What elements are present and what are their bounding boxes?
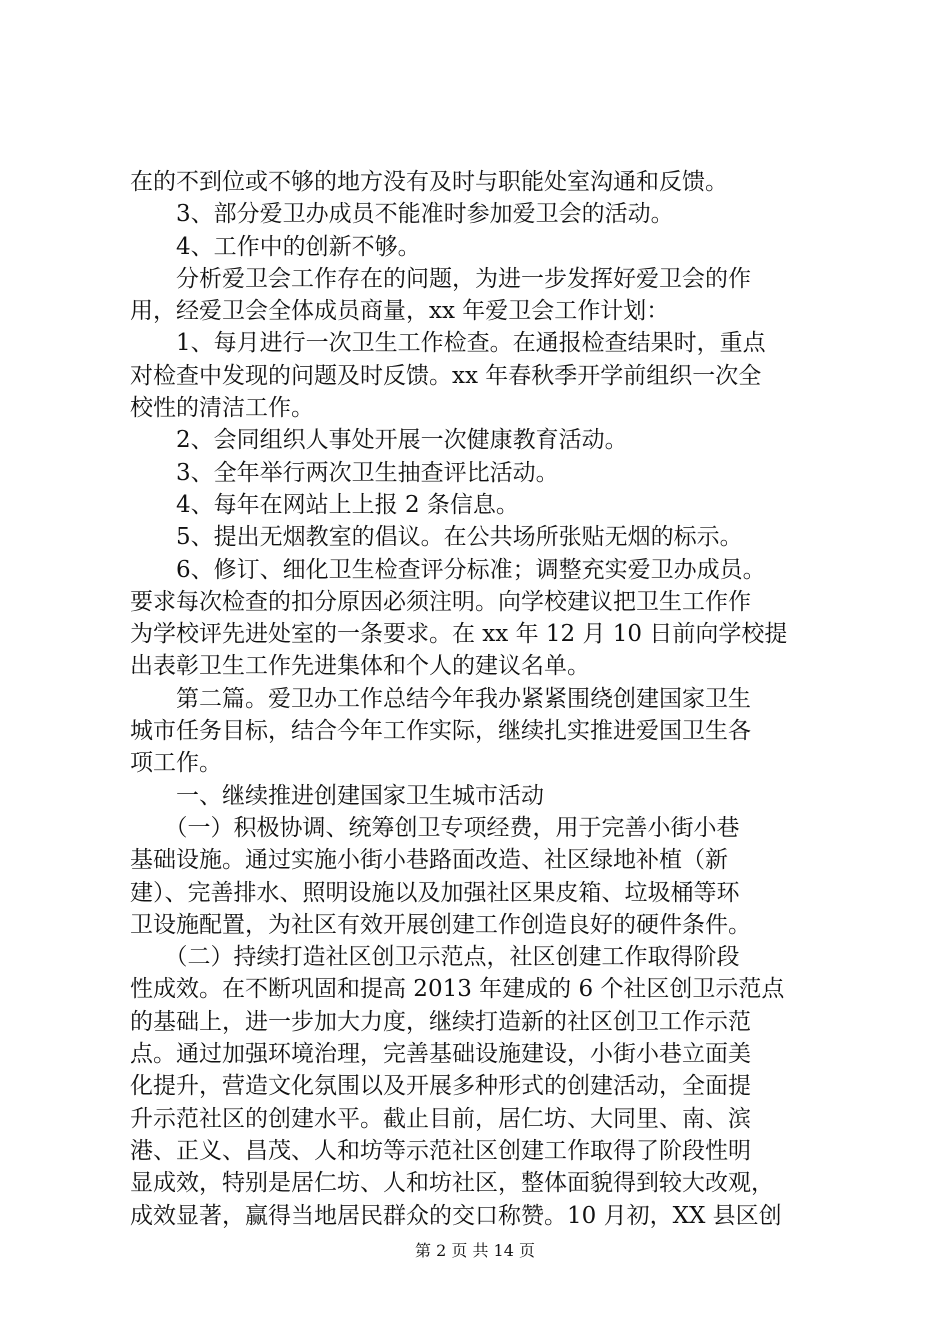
page-number-footer: 第 2 页 共 14 页 xyxy=(415,1241,535,1260)
text-line: 校性的清洁工作。 xyxy=(130,395,314,422)
text-line: 3、全年举行两次卫生抽查评比活动。 xyxy=(130,459,559,486)
text-line: 对检查中发现的问题及时反馈。xx 年春秋季开学前组织一次全 xyxy=(130,362,762,389)
text-line: 5、提出无烟教室的倡议。在公共场所张贴无烟的标示。 xyxy=(130,524,743,551)
text-line: 性成效。在不断巩固和提高 2013 年建成的 6 个社区创卫示范点 xyxy=(130,976,785,1003)
text-line: （一）积极协调、统筹创卫专项经费，用于完善小街小巷 xyxy=(130,814,740,841)
document-body xyxy=(130,166,830,1232)
text-line: 显成效，特别是居仁坊、人和坊社区，整体面貌得到较大改观， xyxy=(130,1170,774,1197)
text-line: 用，经爱卫会全体成员商量，xx 年爱卫会工作计划： xyxy=(130,298,670,325)
text-line: 4、每年在网站上上报 2 条信息。 xyxy=(130,491,519,518)
text-line: 要求每次检查的扣分原因必须注明。向学校建议把卫生工作作 xyxy=(130,588,751,615)
text-line: 第二篇。爱卫办工作总结今年我办紧紧围绕创建国家卫生 xyxy=(130,685,751,712)
text-line: 的基础上，进一步加大力度，继续打造新的社区创卫工作示范 xyxy=(130,1008,751,1035)
text-line: 分析爱卫会工作存在的问题，为进一步发挥好爱卫会的作 xyxy=(130,265,751,292)
text-line: 为学校评先进处室的一条要求。在 xx 年 12 月 10 日前向学校提 xyxy=(130,621,788,648)
text-line: 基础设施。通过实施小街小巷路面改造、社区绿地补植（新 xyxy=(130,847,728,874)
text-line: 1、每月进行一次卫生工作检查。在通报检查结果时，重点 xyxy=(130,330,766,357)
text-line: 2、会同组织人事处开展一次健康教育活动。 xyxy=(130,427,628,454)
text-line: 化提升，营造文化氛围以及开展多种形式的创建活动，全面提 xyxy=(130,1073,751,1100)
text-line: 卫设施配置，为社区有效开展创建工作创造良好的硬件条件。 xyxy=(130,911,751,938)
text-line: 成效显著，赢得当地居民群众的交口称赞。10 月初，XX 县区创 xyxy=(130,1202,782,1229)
text-line: 建）、完善排水、照明设施以及加强社区果皮箱、垃圾桶等环 xyxy=(130,879,740,906)
text-line: 出表彰卫生工作先进集体和个人的建议名单。 xyxy=(130,653,590,680)
text-line: 升示范社区的创建水平。截止目前，居仁坊、大同里、南、滨 xyxy=(130,1105,751,1132)
text-line: 4、工作中的创新不够。 xyxy=(130,233,421,260)
text-line: 一、继续推进创建国家卫生城市活动 xyxy=(130,782,544,809)
text-line: （二）持续打造社区创卫示范点，社区创建工作取得阶段 xyxy=(130,944,740,971)
text-line: 港、正义、昌茂、人和坊等示范社区创建工作取得了阶段性明 xyxy=(130,1137,751,1164)
text-line: 6、修订、细化卫生检查评分标准；调整充实爱卫办成员。 xyxy=(130,556,766,583)
text-line: 在的不到位或不够的地方没有及时与职能处室沟通和反馈。 xyxy=(130,169,728,195)
text-line: 城市任务目标，结合今年工作实际，继续扎实推进爱国卫生各 xyxy=(130,718,751,745)
text-line: 点。通过加强环境治理，完善基础设施建设，小街小巷立面美 xyxy=(130,1041,751,1068)
text-line: 3、部分爱卫办成员不能准时参加爱卫会的活动。 xyxy=(130,201,674,228)
text-line: 项工作。 xyxy=(130,750,222,777)
